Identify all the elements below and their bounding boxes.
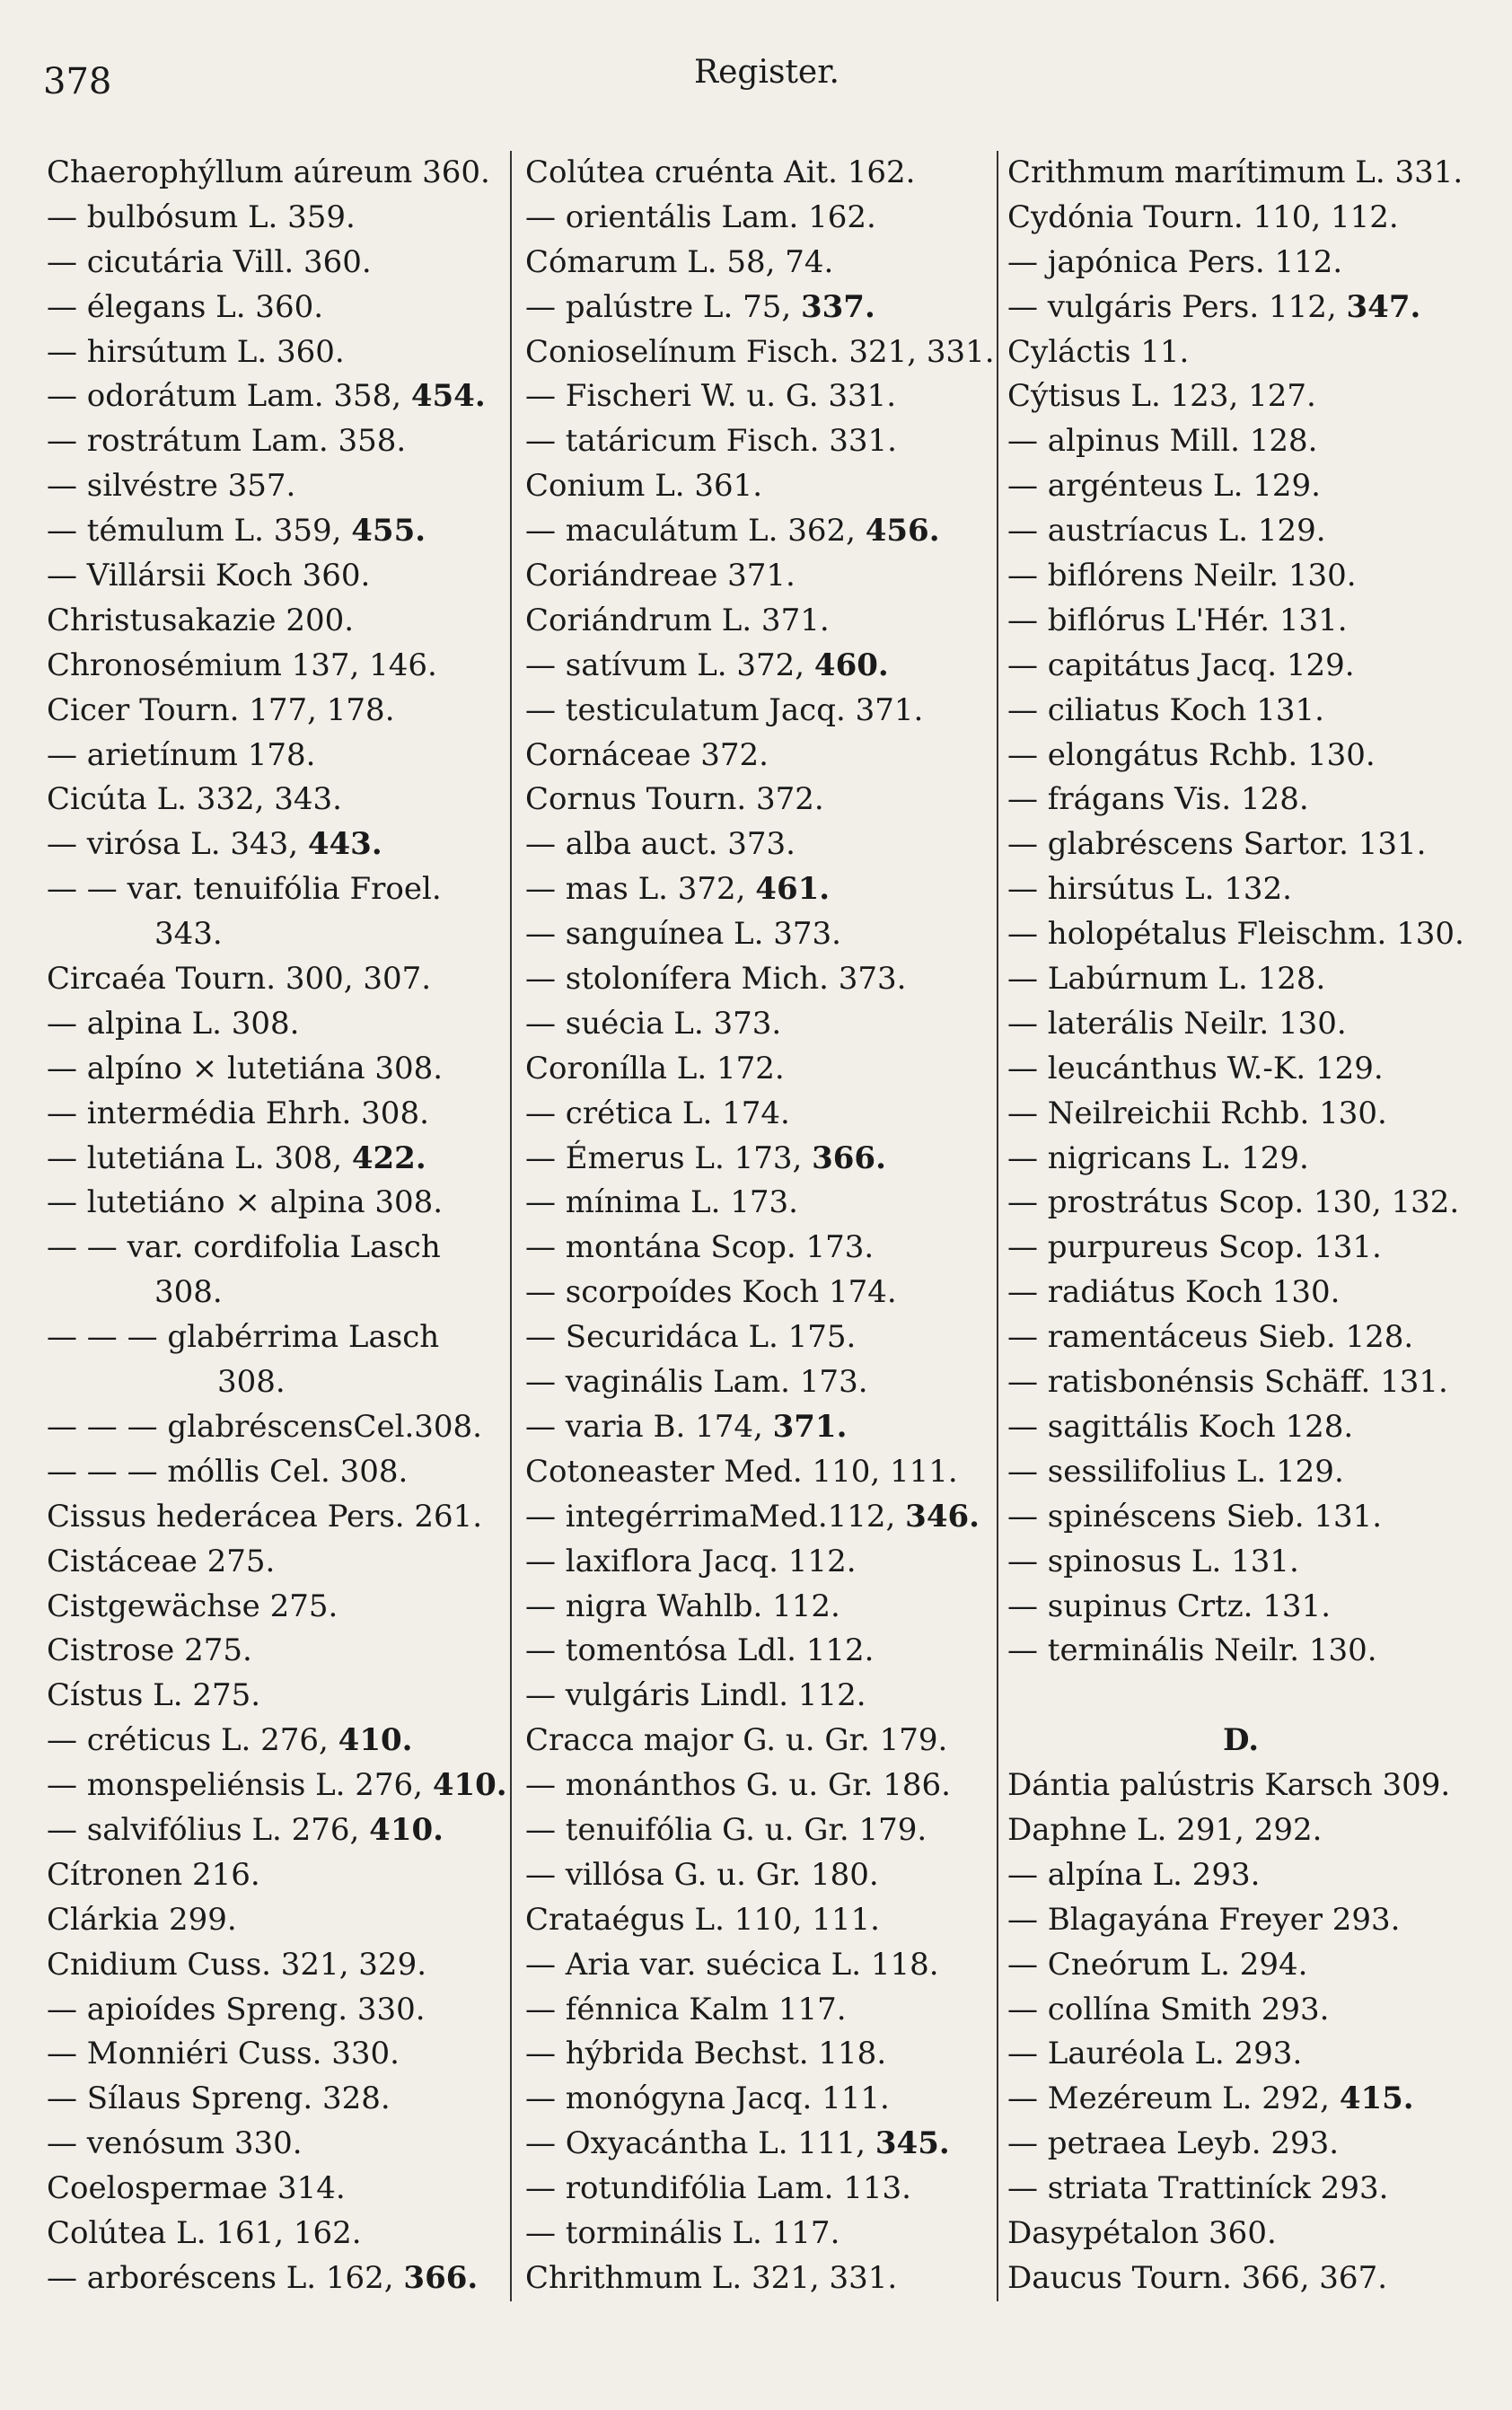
index-entry: Cistáceae 275. [47, 1543, 276, 1579]
index-entry: — striata Trattiníck 293. [1007, 2170, 1389, 2207]
index-entry: — Lauréola L. 293. [1007, 2036, 1303, 2072]
index-entry: — monspeliénsis L. 276, 410. [47, 1767, 507, 1804]
index-entry: Cyláctis 11. [1007, 333, 1190, 370]
index-entry: — intermédia Ehrh. 308. [47, 1095, 429, 1131]
index-entry: — rostrátum Lam. 358. [47, 423, 407, 460]
index-entry: — virósa L. 343, 443. [47, 826, 382, 863]
index-entry: Coriándrum L. 371. [525, 602, 830, 638]
index-entry: — ramentáceus Sieb. 128. [1007, 1319, 1414, 1356]
index-entry: — alpíno × lutetiána 308. [47, 1050, 444, 1086]
page-number: 378 [43, 61, 112, 102]
index-entry: — vaginális Lam. 173. [525, 1364, 868, 1401]
index-entry: — bulbósum L. 359. [47, 198, 356, 235]
index-entry: Dántia palústris Karsch 309. [1007, 1767, 1451, 1804]
index-entry: — suécia L. 373. [525, 1005, 782, 1042]
index-entry: Chronosémium 137, 146. [47, 646, 437, 683]
index-entry: — fénnica Kalm 117. [525, 1991, 847, 2027]
index-entry: — Securidáca L. 175. [525, 1319, 857, 1356]
index-entry: — silvéstre 357. [47, 468, 296, 505]
index-entry: Chrithmum L. 321, 331. [525, 2259, 898, 2296]
index-entry: — palústre L. 75, 337. [525, 288, 875, 325]
index-entry: — mínima L. 173. [525, 1184, 798, 1221]
index-entry: Chaerophýllum aúreum 360. [47, 154, 490, 190]
index-entry: — laterális Neilr. 130. [1007, 1005, 1347, 1042]
index-entry: Conioselínum Fisch. 321, 331. [525, 333, 995, 370]
running-head: Register. [694, 54, 840, 91]
index-entry: — hirsútus L. 132. [1007, 871, 1292, 908]
index-entry: Cistrose 275. [47, 1632, 252, 1669]
index-entry: — vulgáris Pers. 112, 347. [1007, 288, 1421, 325]
index-entry: — rotundifólia Lam. 113. [525, 2170, 911, 2207]
index-entry: — lutetiáno × alpina 308. [47, 1184, 444, 1221]
index-entry: — radiátus Koch 130. [1007, 1274, 1341, 1311]
index-entry: — — — móllis Cel. 308. [47, 1453, 409, 1490]
index-entry: — collína Smith 293. [1007, 1991, 1330, 2027]
index-entry: — alpína L. 293. [1007, 1856, 1261, 1893]
index-entry: — villósa G. u. Gr. 180. [525, 1856, 879, 1893]
index-entry: — purpureus Scop. 131. [1007, 1229, 1382, 1266]
index-entry: Cornáceae 372. [525, 736, 769, 773]
index-entry: — alpinus Mill. 128. [1007, 423, 1318, 460]
index-entry: — Émerus L. 173, 366. [525, 1139, 886, 1176]
index-entry: Cornus Tourn. 372. [525, 781, 824, 818]
index-column-2 [525, 151, 995, 2301]
index-entry: — apioídes Spreng. 330. [47, 1991, 426, 2027]
index-entry: — Villársii Koch 360. [47, 558, 371, 594]
index-entry: — cicutária Vill. 360. [47, 243, 372, 280]
index-entry: Cicúta L. 332, 343. [47, 781, 342, 818]
index-entry: Cicer Tourn. 177, 178. [47, 691, 395, 728]
index-entry: — petraea Leyb. 293. [1007, 2125, 1340, 2162]
index-entry: — capitátus Jacq. 129. [1007, 646, 1355, 683]
index-entry: — biflórens Neilr. 130. [1007, 558, 1357, 594]
index-entry: — alba auct. 373. [525, 826, 796, 863]
index-entry: — odorátum Lam. 358, 454. [47, 378, 486, 415]
index-entry: — Mezéreum L. 292, 415. [1007, 2080, 1414, 2117]
index-entry: Daphne L. 291, 292. [1007, 1811, 1323, 1848]
index-entry: — ciliatus Koch 131. [1007, 691, 1324, 728]
index-entry: Dasypétalon 360. [1007, 2214, 1277, 2251]
index-entry: — laxiflora Jacq. 112. [525, 1543, 857, 1579]
index-entry: — stolonífera Mich. 373. [525, 961, 907, 998]
column-rule [510, 151, 512, 2301]
index-entry: Cnidium Cuss. 321, 329. [47, 1946, 427, 1983]
index-entry: — lutetiána L. 308, 422. [47, 1139, 426, 1176]
index-column-1 [47, 151, 507, 2301]
index-entry: — Sílaus Spreng. 328. [47, 2080, 391, 2117]
index-entry: — arietínum 178. [47, 736, 316, 773]
index-entry: — varia B. 174, 371. [525, 1408, 848, 1445]
index-entry: — prostrátus Scop. 130, 132. [1007, 1184, 1460, 1221]
index-entry: Colútea L. 161, 162. [47, 2214, 362, 2251]
index-entry: Coelospermae 314. [47, 2170, 346, 2207]
index-entry: — hýbrida Bechst. 118. [525, 2036, 887, 2072]
index-entry: — élegans L. 360. [47, 288, 324, 325]
index-entry: Cítronen 216. [47, 1856, 260, 1893]
index-entry: — témulum L. 359, 455. [47, 513, 426, 550]
index-entry: Cistgewächse 275. [47, 1588, 338, 1624]
index-entry: — leucánthus W.-K. 129. [1007, 1050, 1384, 1086]
index-entry: — crética L. 174. [525, 1095, 790, 1131]
index-entry: Coriándreae 371. [525, 558, 796, 594]
index-entry: — spinosus L. 131. [1007, 1543, 1299, 1579]
index-entry: — tatáricum Fisch. 331. [525, 423, 897, 460]
index-entry: Cracca major G. u. Gr. 179. [525, 1722, 948, 1759]
index-entry: Cýtisus L. 123, 127. [1007, 378, 1316, 415]
index-entry: — scorpoídes Koch 174. [525, 1274, 897, 1311]
index-entry: — — — glabréscensCel.308. [47, 1408, 482, 1445]
index-entry: — mas L. 372, 461. [525, 871, 831, 908]
index-entry: — salvifólius L. 276, 410. [47, 1811, 444, 1848]
index-entry: — Blagayána Freyer 293. [1007, 1901, 1401, 1938]
index-entry: — holopétalus Fleischm. 130. [1007, 916, 1464, 953]
index-entry: — supinus Crtz. 131. [1007, 1588, 1332, 1624]
column-rule [997, 151, 998, 2301]
index-entry: — monógyna Jacq. 111. [525, 2080, 890, 2117]
index-entry: — integérrimaMed.112, 346. [525, 1498, 980, 1535]
index-entry: — — var. tenuifólia Froel. [47, 871, 442, 908]
index-entry: — Neilreichii Rchb. 130. [1007, 1095, 1387, 1131]
index-entry: — testiculatum Jacq. 371. [525, 691, 924, 728]
index-entry: — — var. cordifolia Lasch [47, 1229, 441, 1266]
index-entry: — venósum 330. [47, 2125, 303, 2162]
index-entry: — maculátum L. 362, 456. [525, 513, 940, 550]
index-entry: — vulgáris Lindl. 112. [525, 1677, 866, 1714]
index-entry: — biflórus L'Hér. 131. [1007, 602, 1348, 638]
index-entry: — Cneórum L. 294. [1007, 1946, 1308, 1983]
index-column-3 [1007, 151, 1474, 2301]
index-entry: — elongátus Rchb. 130. [1007, 736, 1376, 773]
index-entry: 343. [154, 916, 223, 953]
index-entry: Cotoneaster Med. 110, 111. [525, 1453, 958, 1490]
index-entry: — terminális Neilr. 130. [1007, 1632, 1377, 1669]
index-entry: Colútea cruénta Ait. 162. [525, 154, 916, 190]
index-entry: — tenuifólia G. u. Gr. 179. [525, 1811, 927, 1848]
index-entry: — austríacus L. 129. [1007, 513, 1326, 550]
index-entry: — créticus L. 276, 410. [47, 1722, 413, 1759]
index-entry: Daucus Tourn. 366, 367. [1007, 2259, 1388, 2296]
index-entry: Coronílla L. 172. [525, 1050, 785, 1086]
index-entry [1007, 1674, 1474, 1719]
index-entry: — montána Scop. 173. [525, 1229, 875, 1266]
index-entry: — nigra Wahlb. 112. [525, 1588, 840, 1624]
index-entry: — monánthos G. u. Gr. 186. [525, 1767, 951, 1804]
index-entry: Crataégus L. 110, 111. [525, 1901, 880, 1938]
index-entry: Cístus L. 275. [47, 1677, 261, 1714]
index-entry: Christusakazie 200. [47, 602, 355, 638]
index-entry: Circaéa Tourn. 300, 307. [47, 961, 432, 998]
index-entry: — Aria var. suécica L. 118. [525, 1946, 939, 1983]
index-entry: — hirsútum L. 360. [47, 333, 345, 370]
index-entry: — argénteus L. 129. [1007, 468, 1321, 505]
index-entry: — ratisbonénsis Schäff. 131. [1007, 1364, 1448, 1401]
index-entry: — spinéscens Sieb. 131. [1007, 1498, 1383, 1535]
index-entry: Cómarum L. 58, 74. [525, 243, 834, 280]
index-entry: — sanguínea L. 373. [525, 916, 841, 953]
index-entry: — — — glabérrima Lasch [47, 1319, 440, 1356]
index-entry: — tomentósa Ldl. 112. [525, 1632, 875, 1669]
index-entry: 308. [217, 1364, 286, 1401]
index-entry: — Monniéri Cuss. 330. [47, 2036, 400, 2072]
index-entry: — alpina L. 308. [47, 1005, 300, 1042]
index-entry: — sagittális Koch 128. [1007, 1408, 1354, 1445]
index-entry: — Fischeri W. u. G. 331. [525, 378, 897, 415]
index-entry: — arboréscens L. 162, 366. [47, 2259, 479, 2296]
index-entry: — Labúrnum L. 128. [1007, 961, 1326, 998]
index-entry: Conium L. 361. [525, 468, 763, 505]
index-entry: — nigricans L. 129. [1007, 1139, 1309, 1176]
index-entry: — frágans Vis. 128. [1007, 781, 1309, 818]
index-entry: Clárkia 299. [47, 1901, 237, 1938]
index-entry: — glabréscens Sartor. 131. [1007, 826, 1427, 863]
index-entry: — orientális Lam. 162. [525, 198, 876, 235]
index-entry: — satívum L. 372, 460. [525, 646, 889, 683]
index-entry: D. [1222, 1722, 1260, 1759]
index-entry: — Oxyacántha L. 111, 345. [525, 2125, 950, 2162]
index-entry: Cydónia Tourn. 110, 112. [1007, 198, 1399, 235]
index-entry: Crithmum marítimum L. 331. [1007, 154, 1464, 190]
index-entry: — japónica Pers. 112. [1007, 243, 1343, 280]
index-entry: Cissus hederácea Pers. 261. [47, 1498, 483, 1535]
index-entry: — torminális L. 117. [525, 2214, 840, 2251]
index-entry: 308. [154, 1274, 223, 1311]
index-entry: — sessilifolius L. 129. [1007, 1453, 1344, 1490]
